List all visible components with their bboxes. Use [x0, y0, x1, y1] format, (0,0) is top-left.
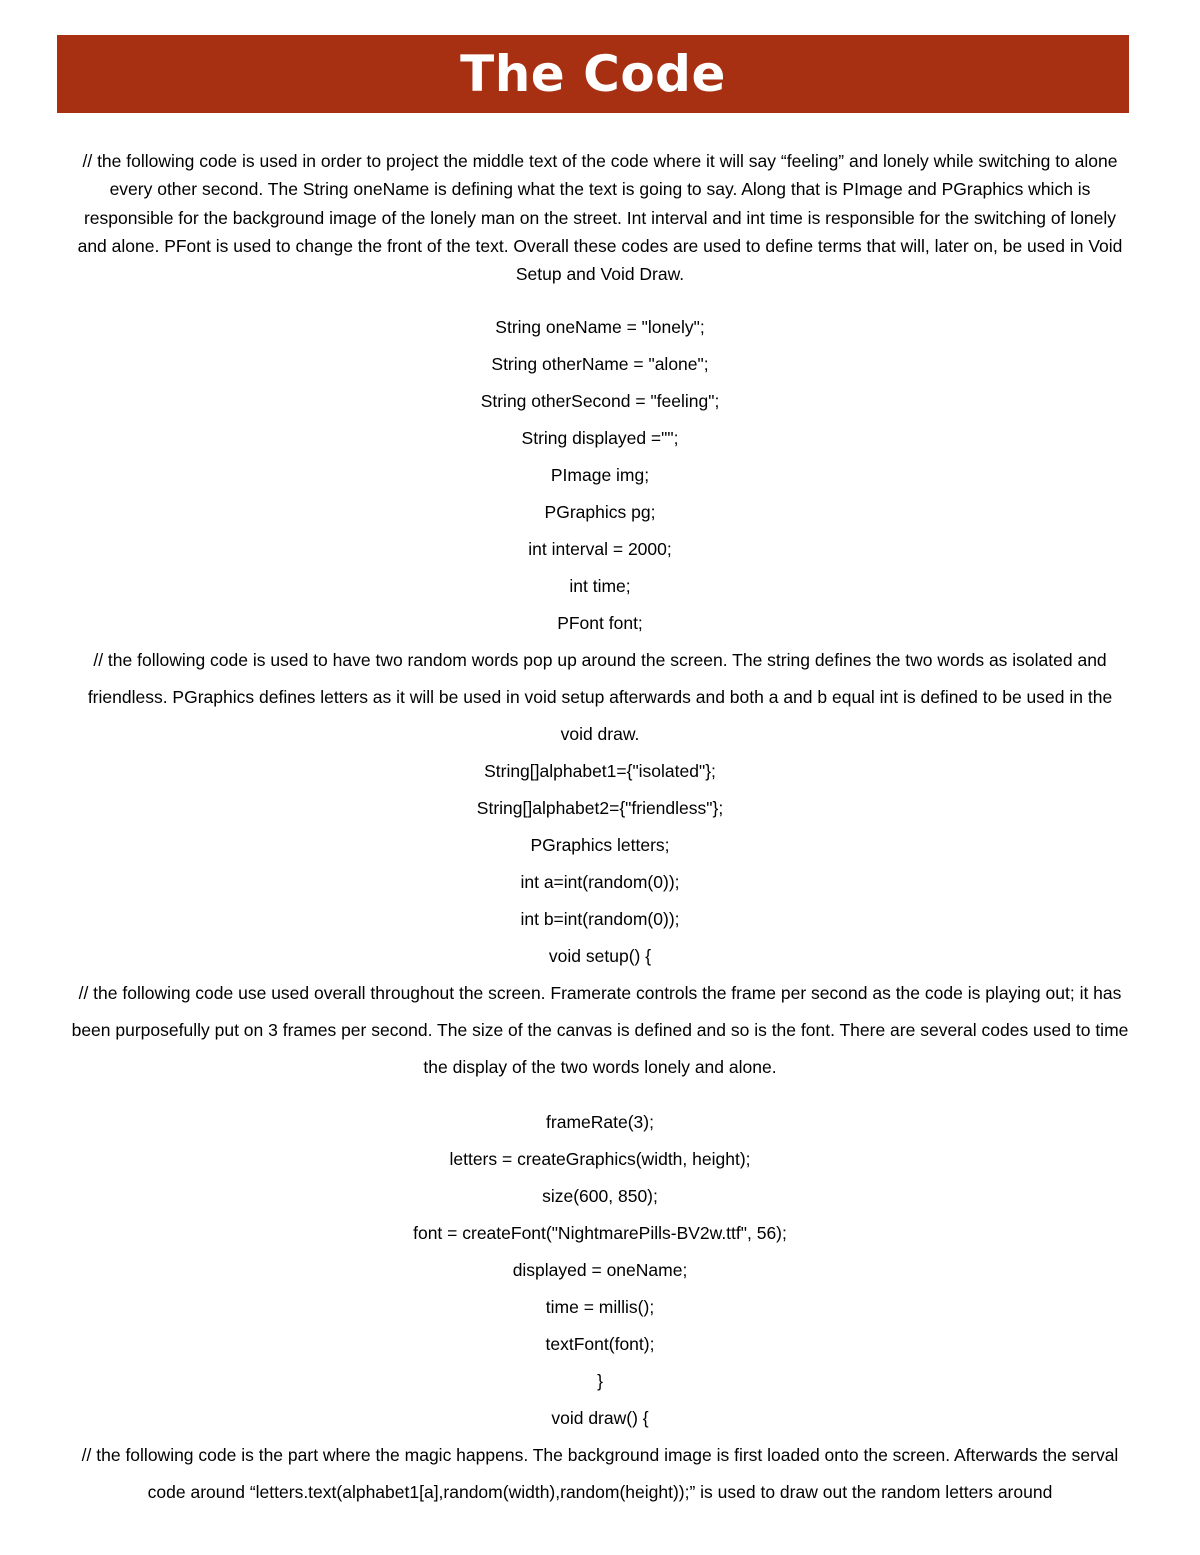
code-line: void draw() { — [551, 1408, 649, 1429]
code-line: String otherName = "alone"; — [491, 354, 709, 375]
code-line: int interval = 2000; — [528, 539, 672, 560]
code-line: size(600, 850); — [542, 1186, 658, 1207]
page-title: The Code — [460, 45, 726, 103]
code-line: PFont font; — [557, 613, 643, 634]
code-line: time = millis(); — [545, 1297, 655, 1318]
code-line: String oneName = "lonely"; — [495, 317, 705, 338]
code-block-setup — [70, 1104, 1130, 1437]
code-line: displayed = oneName; — [512, 1260, 688, 1281]
document-body — [70, 147, 1130, 1511]
random-words-paragraph: // the following code is used to have two random words pop up around the screen. The string defines the two words as isolated and friendless. PGraphics defines letters as it will be used in void setup afterwards and both a and b equal int is defined to be used in the void draw. — [87, 650, 1113, 745]
draw-paragraph: // the following code is the part where the magic happens. The background image is first loaded onto the screen. Afterwards the serval code around “letters.text(alphabet1[a],random(width),random(height));” is used to draw out the random letters around — [81, 1445, 1119, 1503]
code-line: void setup() { — [548, 946, 652, 967]
code-line: int b=int(random(0)); — [520, 909, 680, 930]
intro-paragraph: // the following code is used in order to project the middle text of the code where it will say “feeling” and lonely while switching to alone every other second. The String oneName is defining what the text is going to say. Along that is PImage and PGraphics which is responsible for the background image of the lonely man on the street. Int interval and int time is responsible for the switching of lonely and alone. PFont is used to change the front of the text. Overall these codes are used to define terms that will, later on, be used in Void Setup and Void Draw. — [77, 151, 1123, 285]
code-line: font = createFont("NightmarePills-BV2w.ttf", 56); — [413, 1223, 787, 1244]
code-line: PImage img; — [550, 465, 650, 486]
code-line: String[]alphabet1={"isolated"}; — [484, 761, 716, 782]
spacer — [70, 1086, 1130, 1104]
code-line: } — [597, 1371, 603, 1392]
title-banner — [57, 35, 1129, 113]
code-line: int time; — [569, 576, 631, 597]
code-line: String[]alphabet2={"friendless"}; — [476, 798, 724, 819]
code-line: String displayed =""; — [521, 428, 679, 449]
code-line: PGraphics pg; — [544, 502, 656, 523]
code-line: frameRate(3); — [546, 1112, 654, 1133]
code-block-random-words — [70, 753, 1130, 975]
spacer — [70, 288, 1130, 309]
code-line: PGraphics letters; — [530, 835, 670, 856]
code-block-declarations — [70, 309, 1130, 642]
code-line: textFont(font); — [545, 1334, 655, 1355]
setup-paragraph: // the following code use used overall throughout the screen. Framerate controls the frame per second as the code is playing out; it has been purposefully put on 3 frames per second. The size of the canvas is defined and so is the font. There are several codes used to time the display of the two words lonely and alone. — [71, 983, 1129, 1078]
code-line: letters = createGraphics(width, height); — [449, 1149, 751, 1170]
code-line: int a=int(random(0)); — [520, 872, 680, 893]
code-line: String otherSecond = "feeling"; — [480, 391, 720, 412]
